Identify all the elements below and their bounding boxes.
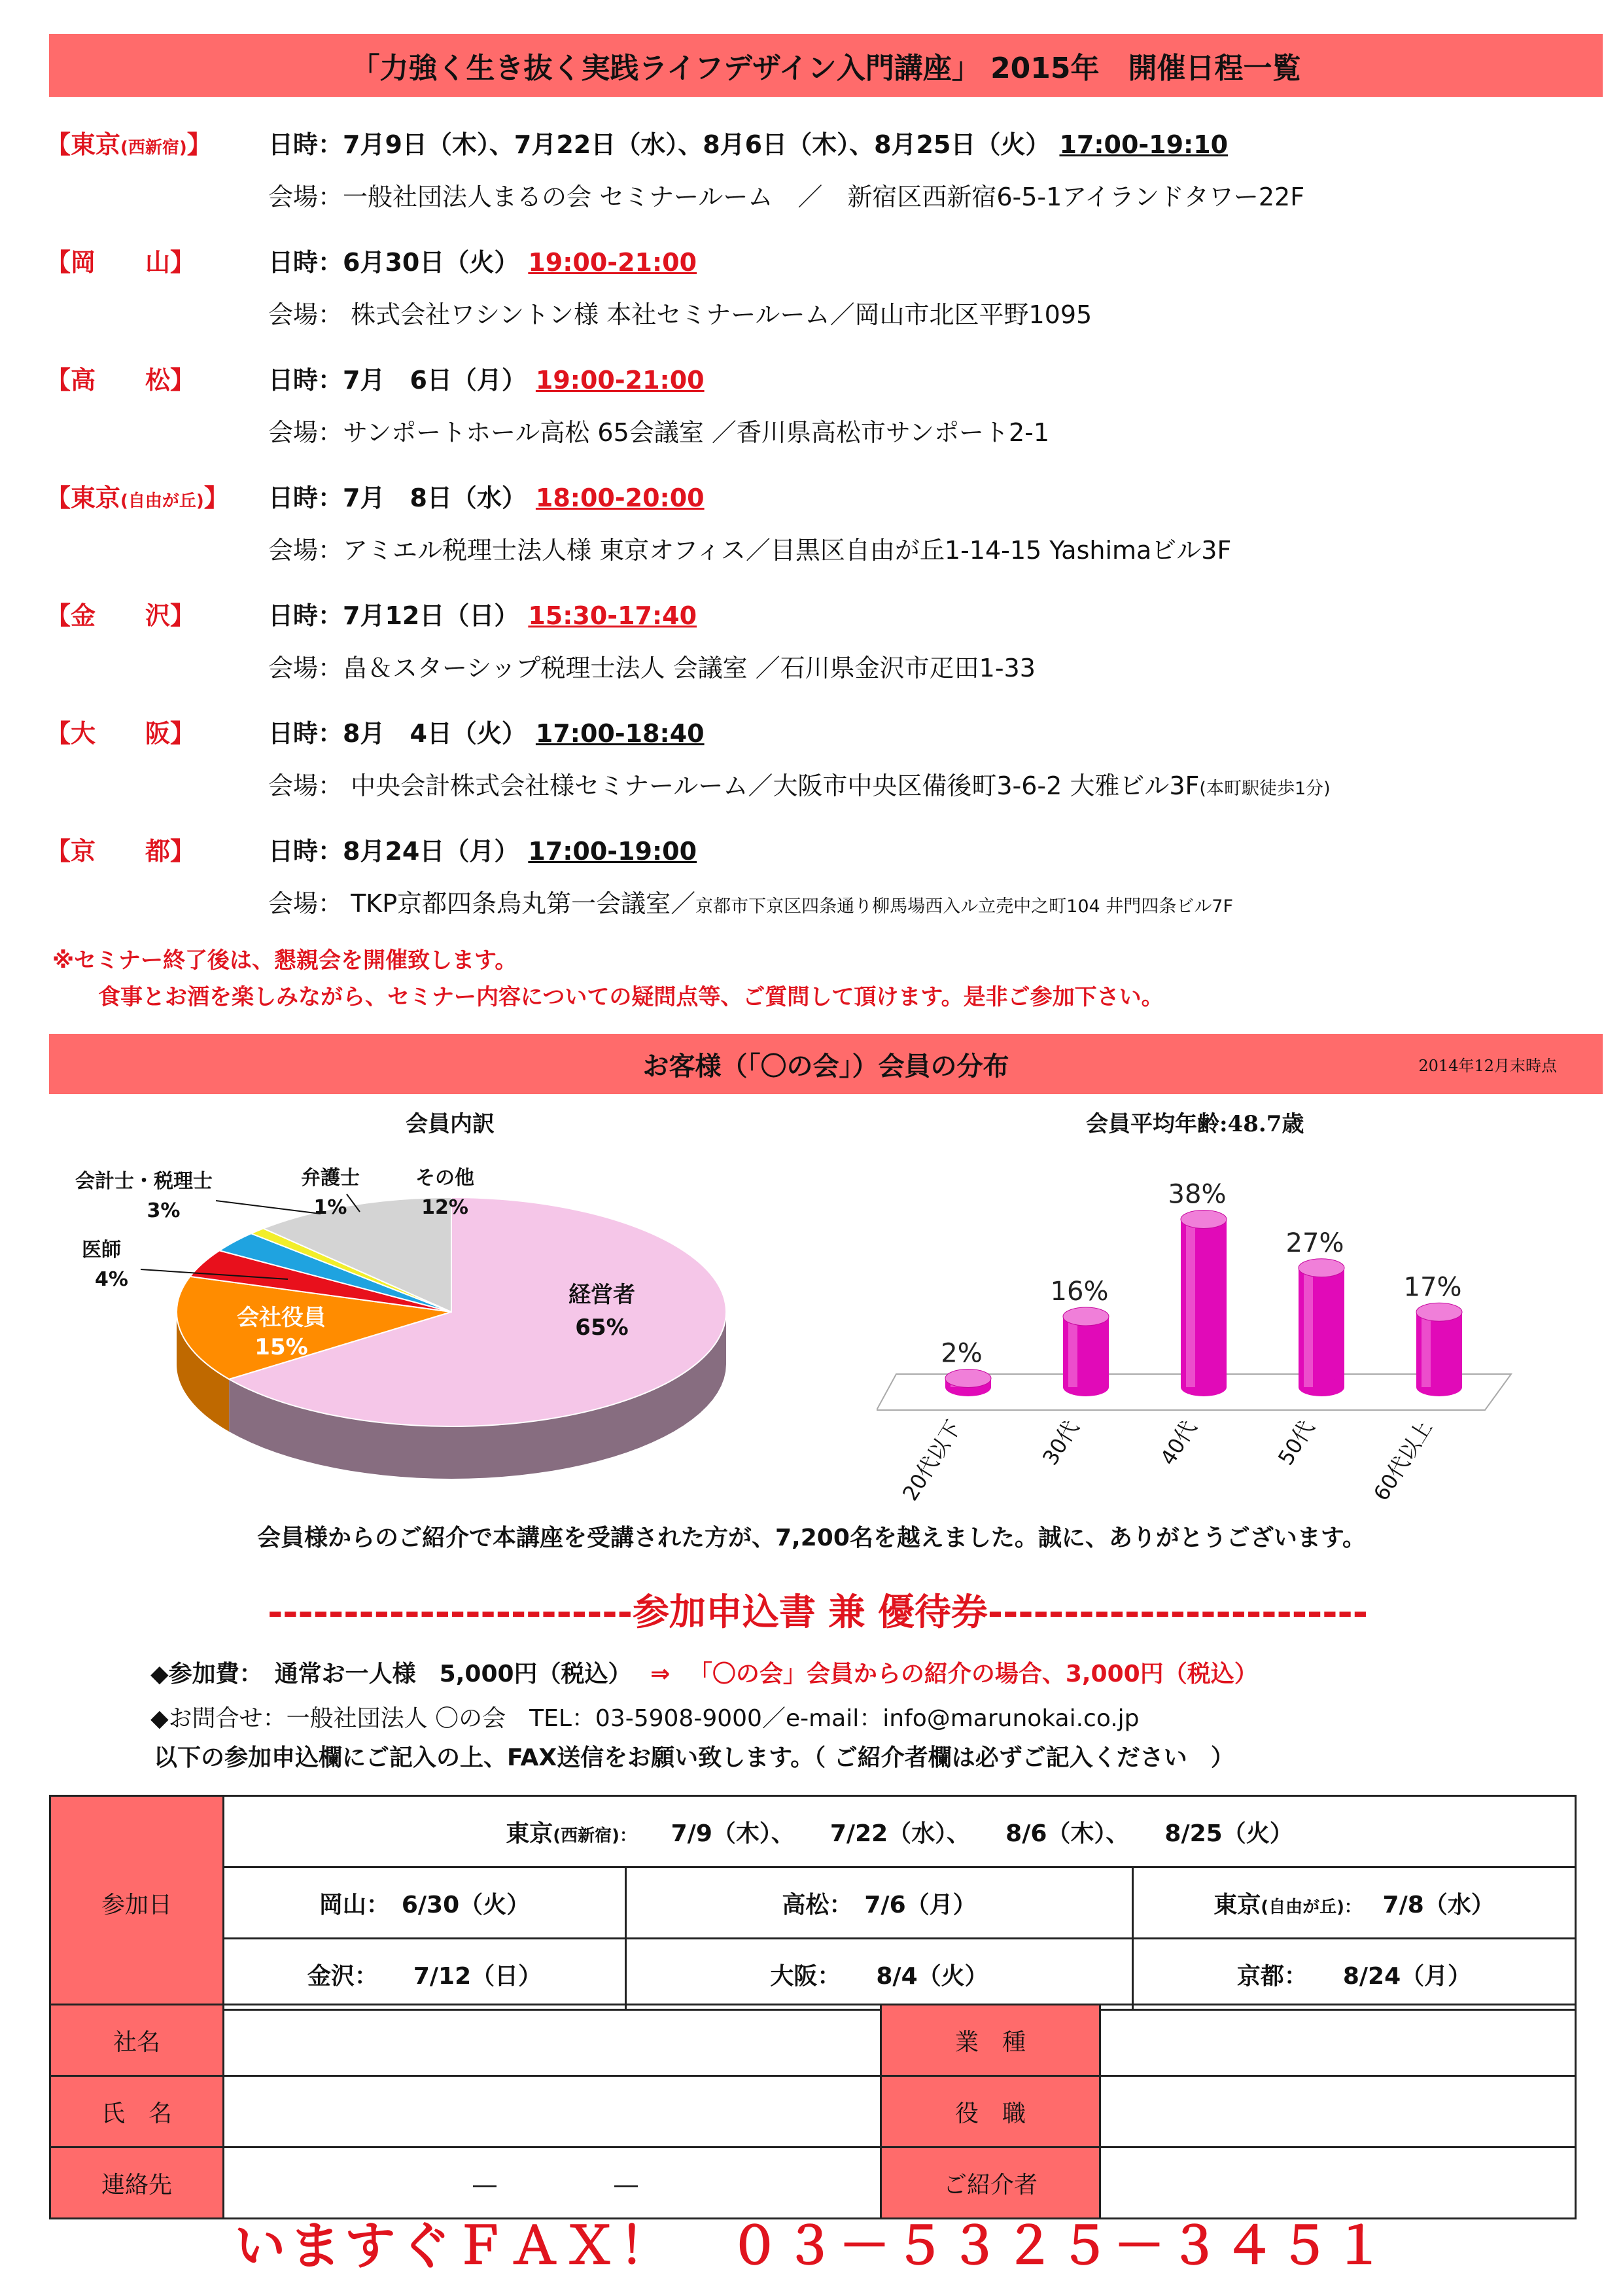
schedule-venue: TKP京都四条烏丸第一会議室／ — [343, 889, 696, 918]
pie-value-2: 4% — [95, 1268, 128, 1291]
member-distribution-title: お客様（「〇の会」）会員の分布 — [642, 1051, 1009, 1082]
tokyo-jiyugaoka-date[interactable] — [1133, 1867, 1576, 1939]
date-label: 日時： — [268, 719, 343, 748]
bar-0 — [945, 1369, 991, 1397]
schedule-venue-line — [268, 883, 1233, 919]
pie-label-0: 経営者 — [568, 1282, 635, 1308]
bar-category-0: 20代以下 — [898, 1416, 966, 1505]
schedule-entry — [33, 595, 1596, 707]
schedule-location — [46, 713, 195, 749]
tokyo-nishishinjuku-dates[interactable] — [224, 1796, 1576, 1867]
schedule-venue-line — [268, 412, 1049, 448]
fee-line — [150, 1655, 1258, 1689]
contact-field[interactable]: ― ― — [224, 2147, 881, 2219]
venue-label: 会場： — [268, 536, 343, 565]
member-distribution-header — [49, 1034, 1603, 1094]
application-title-line — [65, 1583, 1570, 1636]
date-label: 日時： — [268, 837, 343, 866]
leader-kaikeishi — [216, 1201, 321, 1214]
tokyo2-label: 東京 — [1213, 1891, 1261, 1918]
schedule-entry — [33, 360, 1596, 471]
venue-label: 会場： — [268, 889, 343, 918]
tokyo1-dates: 7/9（木）、 7/22（水）、 8/6（木）、 8/25（火） — [671, 1820, 1293, 1847]
schedule-date-line — [268, 478, 705, 514]
okayama-date[interactable]: 岡山： 6/30（火） — [224, 1867, 626, 1939]
schedule-date: 6月30日（火） — [343, 248, 519, 277]
schedule-entry — [33, 242, 1596, 353]
location-name: 【岡 山】 — [46, 248, 196, 277]
date-label: 日時： — [268, 366, 343, 395]
schedule-time: 17:00-19:00 — [528, 837, 697, 866]
pie-value-3: 3% — [147, 1199, 181, 1222]
fax-number: いますぐＦＡＸ！ ０３－５３２５－３４５１ — [234, 2217, 1389, 2276]
schedule-date: 7月9日（木）、7月22日（水）、8月6日（木）、8月25日（火） — [343, 130, 1051, 159]
average-age-value: :48.7歳 — [1219, 1111, 1304, 1137]
industry-field[interactable] — [1100, 2005, 1576, 2076]
pie-label-5: その他 — [415, 1167, 474, 1190]
schedule-venue: 一般社団法人まるの会 セミナールーム ／ 新宿区西新宿6-5-1アイランドタワー22F — [343, 183, 1305, 211]
bar-category-2: 40代 — [1155, 1416, 1202, 1470]
schedule-time: 19:00-21:00 — [535, 366, 705, 395]
pie-chart-title: 会員内訳 — [406, 1111, 495, 1137]
bar-value-2: 38% — [1168, 1179, 1227, 1210]
schedule-entry — [33, 124, 1596, 236]
venue-label: 会場： — [268, 300, 343, 329]
company-label: 社名 — [50, 2005, 224, 2076]
schedule-location — [46, 242, 195, 278]
note-line-2: 食事とお酒を楽しみながら、セミナー内容についての疑問点等、ご質問して頂けます。是非ご参加下さい。 — [98, 984, 1164, 1010]
schedule-entry — [33, 831, 1596, 942]
schedule-location — [46, 360, 195, 396]
contact-line: ◆お問合せ：一般社団法人 〇の会 TEL：03-5908-9000／e-mail：info@marunokai.co.jp — [150, 1705, 1140, 1732]
venue-label: 会場： — [268, 183, 343, 211]
position-label: 役 職 — [881, 2076, 1100, 2147]
application-form — [49, 1795, 1577, 2011]
bar-category-1: 30代 — [1038, 1416, 1084, 1470]
kanazawa-date[interactable]: 金沢： 7/12（日） — [224, 1939, 626, 2010]
schedule-time: 17:00-18:40 — [535, 719, 705, 748]
location-name: 【京 都】 — [46, 837, 196, 866]
schedule-location — [46, 124, 212, 160]
location-sub: (自由が丘) — [120, 491, 204, 511]
osaka-date[interactable]: 大阪： 8/4（火） — [626, 1939, 1133, 2010]
venue-sub: (本町駅徒歩1分) — [1199, 779, 1331, 799]
schedule-venue-line — [268, 294, 1092, 330]
schedule-title: 「力強く生き抜く実践ライフデザイン入門講座」 2015年 開催日程一覧 — [351, 52, 1301, 85]
venue-sub: 京都市下京区四条通り柳馬場西入ル立売中之町104 井門四条ビル7F — [695, 896, 1233, 917]
application-title: 参加申込書 兼 優待券 — [632, 1591, 988, 1634]
location-name: 【東京 — [46, 484, 121, 512]
bar-value-3: 27% — [1285, 1227, 1344, 1258]
bar-1 — [1063, 1307, 1109, 1396]
schedule-header — [49, 34, 1603, 97]
schedule-venue-line — [268, 648, 1036, 684]
dash-right: ------------------------- — [987, 1591, 1368, 1634]
dash-left: ------------------------ — [268, 1591, 633, 1634]
position-field[interactable] — [1100, 2076, 1576, 2147]
fee-member: 「〇の会」会員からの紹介の場合、3,000円（税込） — [688, 1661, 1258, 1687]
member-breakdown-pie-chart — [65, 1139, 850, 1564]
name-label: 氏 名 — [50, 2076, 224, 2147]
schedule-venue: 株式会社ワシントン様 本社セミナールーム／岡山市北区平野1095 — [343, 300, 1092, 329]
tokyo1-sub: (西新宿)： — [553, 1826, 637, 1846]
bar-chart-title — [1086, 1106, 1304, 1138]
schedule-date: 7月12日（日） — [343, 601, 519, 630]
bar-category-4: 60代以上 — [1369, 1416, 1437, 1505]
note-line-1: ※セミナー終了後は、懇親会を開催致します。 — [52, 947, 517, 974]
industry-label: 業 種 — [881, 2005, 1100, 2076]
takamatsu-date[interactable]: 高松： 7/6（月） — [626, 1867, 1133, 1939]
schedule-date: 8月 4日（火） — [343, 719, 527, 748]
pie-value-1: 15% — [254, 1334, 308, 1360]
schedule-location — [46, 831, 195, 867]
age-distribution-bar-chart — [877, 1139, 1596, 1505]
schedule-time: 19:00-21:00 — [528, 248, 697, 277]
schedule-venue-line — [268, 177, 1304, 213]
location-sub: (西新宿) — [120, 138, 187, 158]
schedule-location — [46, 595, 195, 631]
intro-text: 会員様からのご紹介で本講座を受講された方が、7,200名を越えました。誠に、ありがとうございます。 — [257, 1525, 1366, 1551]
pie-value-4: 1% — [313, 1196, 347, 1219]
as-of-date: 2014年12月末時点 — [1418, 1056, 1557, 1075]
kyoto-date[interactable]: 京都： 8/24（月） — [1133, 1939, 1576, 2010]
tokyo2-date: 7/8（水） — [1382, 1891, 1495, 1918]
pie-value-5: 12% — [421, 1196, 468, 1219]
company-field[interactable] — [224, 2005, 881, 2076]
schedule-location — [46, 478, 229, 514]
pie-value-0: 65% — [575, 1315, 629, 1341]
bar-value-4: 17% — [1403, 1272, 1462, 1303]
schedule-date-line — [268, 713, 705, 749]
fee-arrow: ⇒ — [650, 1661, 671, 1687]
schedule-date-line — [268, 595, 697, 631]
location-bracket: 】 — [203, 484, 229, 512]
venue-label: 会場： — [268, 771, 343, 800]
pie-label-3: 会計士・税理士 — [75, 1170, 213, 1193]
schedule-time: 15:30-17:40 — [528, 601, 697, 630]
schedule-date-line — [268, 124, 1228, 160]
schedule-date: 7月 6日（月） — [343, 366, 527, 395]
date-label: 日時： — [268, 484, 343, 512]
location-bracket: 】 — [186, 130, 212, 159]
date-label: 日時： — [268, 130, 343, 159]
applicant-info-form — [49, 2004, 1577, 2219]
location-name: 【東京 — [46, 130, 121, 159]
pie-label-2: 医師 — [82, 1239, 121, 1262]
schedule-venue: 中央会計株式会社様セミナールーム／大阪市中央区備後町3-6-2 大雅ビル3F — [343, 771, 1200, 800]
bar-2 — [1181, 1210, 1227, 1397]
schedule-time: 17:00-19:10 — [1059, 130, 1229, 159]
fee-normal: ◆参加費： 通常お一人様 5,000円（税込） — [150, 1661, 632, 1687]
location-name: 【高 松】 — [46, 366, 196, 395]
bar-value-0: 2% — [941, 1338, 983, 1369]
venue-label: 会場： — [268, 654, 343, 682]
date-label: 日時： — [268, 601, 343, 630]
schedule-date: 8月24日（月） — [343, 837, 519, 866]
pie-label-1: 会社役員 — [237, 1305, 326, 1331]
schedule-venue-line — [268, 766, 1331, 802]
schedule-date: 7月 8日（水） — [343, 484, 527, 512]
tokyo2-sub: (自由が丘)： — [1261, 1897, 1361, 1917]
schedule-venue-line — [268, 530, 1231, 566]
schedule-entry — [33, 713, 1596, 824]
pie-label-4: 弁護士 — [301, 1167, 360, 1190]
instruction-line: 以下の参加申込欄にご記入の上、FAX送信をお願い致します。（ ご紹介者欄は必ずご記入ください ） — [154, 1744, 1234, 1771]
name-field[interactable] — [224, 2076, 881, 2147]
bar-category-3: 50代 — [1273, 1416, 1319, 1470]
bar-chart-title-text: 会員平均年齢 — [1086, 1111, 1219, 1137]
participation-day-label: 参加日 — [50, 1796, 224, 2010]
bar-3 — [1299, 1259, 1344, 1396]
schedule-date-line — [268, 242, 697, 278]
venue-label: 会場： — [268, 418, 343, 447]
date-label: 日時： — [268, 248, 343, 277]
bar-4 — [1416, 1303, 1462, 1396]
location-name: 【大 阪】 — [46, 719, 196, 748]
schedule-venue: アミエル税理士法人様 東京オフィス／目黒区自由が丘1-14-15 Yashimaビル3F — [343, 536, 1232, 565]
contact-label: 連絡先 — [50, 2147, 224, 2219]
referrer-label: ご紹介者 — [881, 2147, 1100, 2219]
schedule-venue: 畠＆スターシップ税理士法人 会議室 ／石川県金沢市疋田1-33 — [343, 654, 1036, 682]
schedule-date-line — [268, 360, 705, 396]
schedule-time: 18:00-20:00 — [535, 484, 705, 512]
location-name: 【金 沢】 — [46, 601, 196, 630]
schedule-venue: サンポートホール高松 65会議室 ／香川県高松市サンポート2-1 — [343, 418, 1050, 447]
bar-value-1: 16% — [1050, 1277, 1109, 1307]
schedule-date-line — [268, 831, 697, 867]
tokyo1-label: 東京 — [506, 1820, 553, 1847]
schedule-entry — [33, 478, 1596, 589]
